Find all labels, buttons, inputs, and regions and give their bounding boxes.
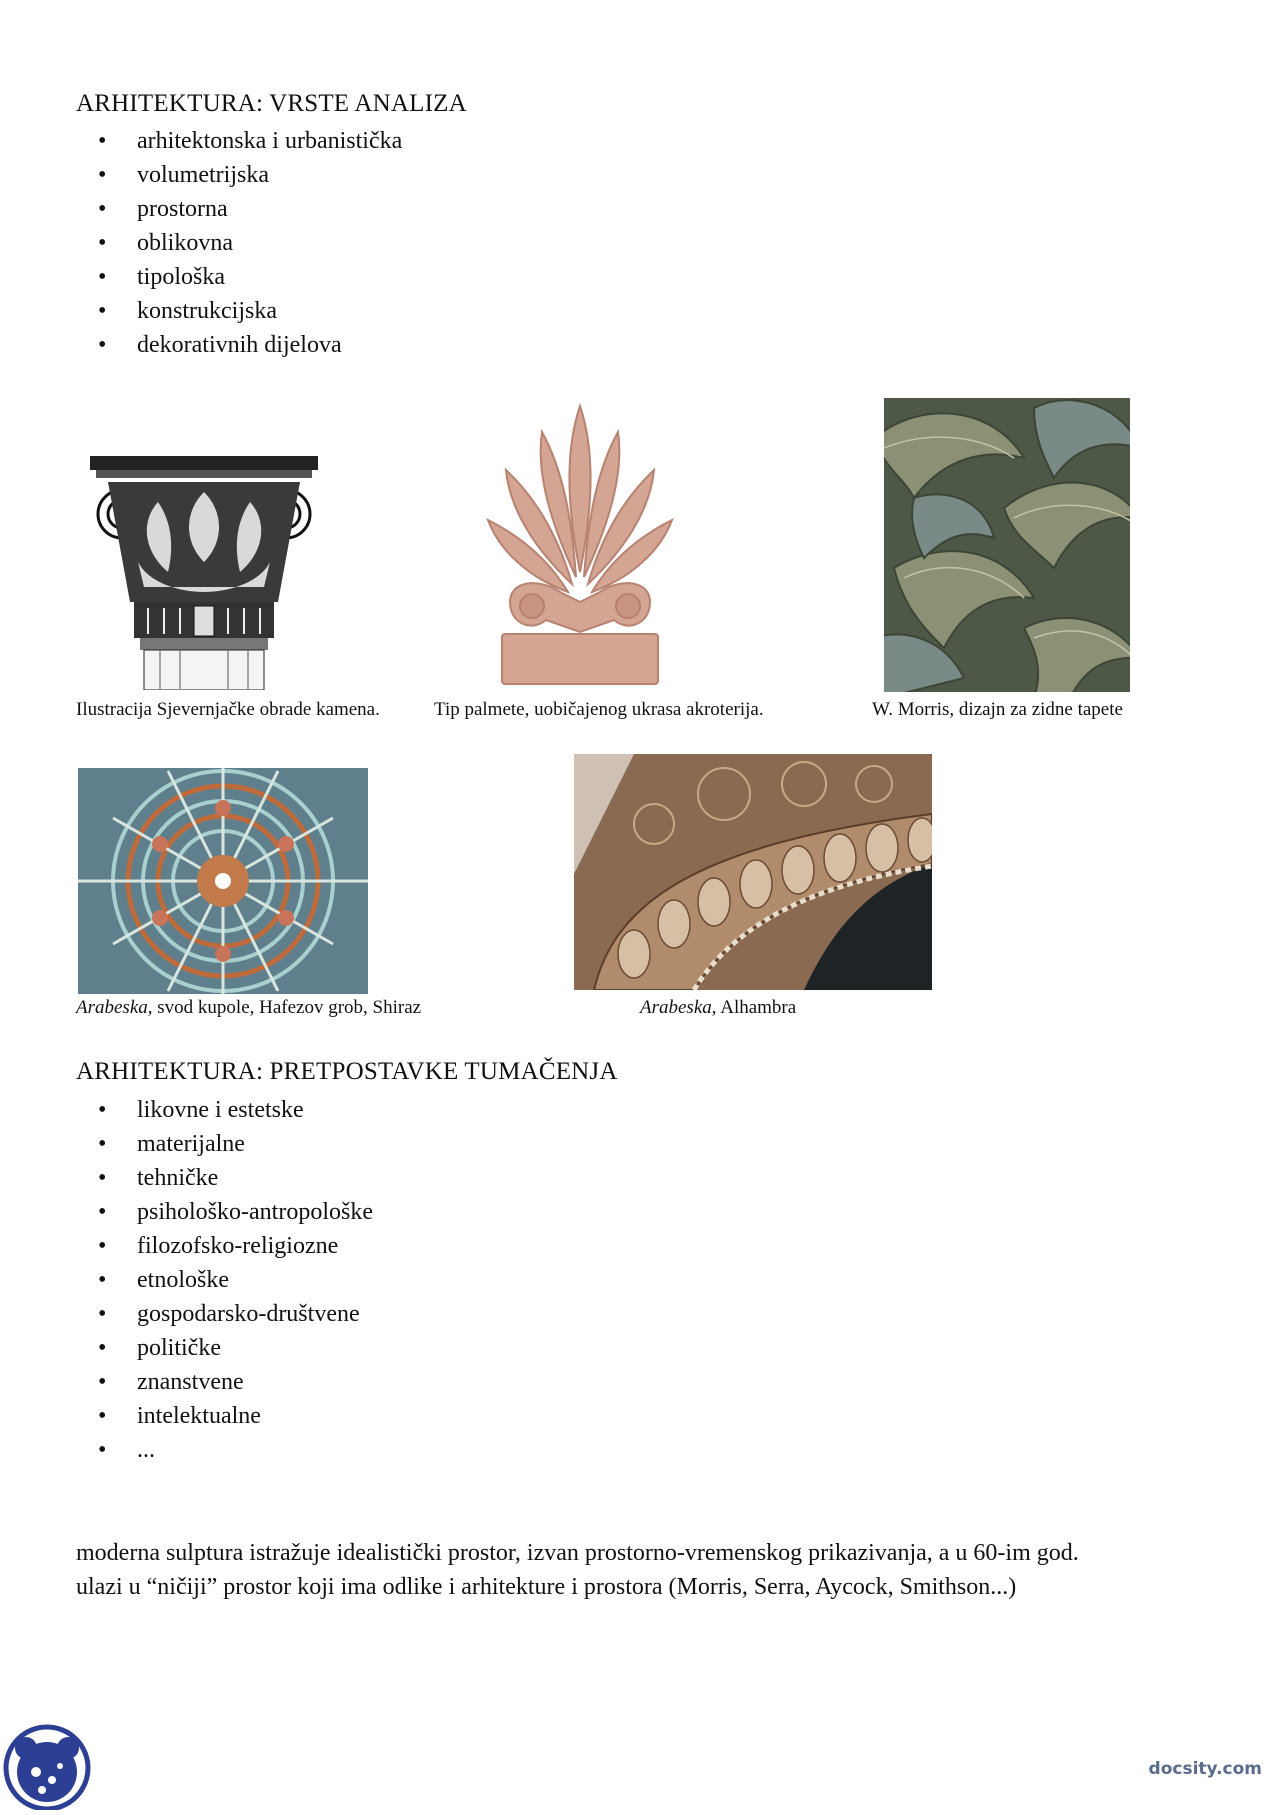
docsity-bear-logo-icon[interactable] (2, 1722, 92, 1810)
list-item: • tipološka (76, 260, 402, 294)
figure-morris-wallpaper (884, 398, 1130, 692)
list-item: • političke (76, 1331, 373, 1365)
bullet-icon: • (98, 1267, 107, 1293)
bullet-icon: • (98, 1233, 107, 1259)
list-item: • etnološke (76, 1263, 373, 1297)
bullet-icon: • (98, 1369, 107, 1395)
list-item: • intelektualne (76, 1399, 373, 1433)
caption-palmette: Tip palmete, uobičajenog ukrasa akroterija. (434, 699, 764, 720)
caption-capital: Ilustracija Sjevernjačke obrade kamena. (76, 699, 380, 720)
figure-shiraz-dome (78, 768, 368, 994)
list-item: • tehničke (76, 1161, 373, 1195)
bullet-icon: • (98, 1335, 107, 1361)
heading-pretpostavke-tumacenja: ARHITEKTURA: PRETPOSTAVKE TUMAČENJA (76, 1058, 618, 1085)
list-item: • arhitektonska i urbanistička (76, 124, 402, 158)
morris-wallpaper-image (884, 398, 1130, 692)
paragraph-line: ulazi u “ničiji” prostor koji ima odlike i arhitekture i prostora (Morris, Serra, Aycock, Smithson...) (76, 1574, 1017, 1600)
figure-capital-illustration (88, 452, 320, 690)
list-item: • materijalne (76, 1127, 373, 1161)
bullet-icon: • (98, 332, 107, 358)
list-item: • volumetrijska (76, 158, 402, 192)
shiraz-dome-image (78, 768, 368, 994)
capital-illustration-image (88, 452, 320, 690)
bullet-icon: • (98, 128, 107, 154)
bullet-icon: • (98, 1165, 107, 1191)
list-pretpostavke-tumacenja (76, 1093, 373, 1467)
figure-palmette (480, 402, 680, 690)
list-item: • dekorativnih dijelova (76, 328, 402, 362)
body-paragraph (76, 1536, 1256, 1604)
bullet-icon: • (98, 1097, 107, 1123)
list-item: • psihološko-antropološke (76, 1195, 373, 1229)
list-item: • gospodarsko-društvene (76, 1297, 373, 1331)
list-item: • likovne i estetske (76, 1093, 373, 1127)
bullet-icon: • (98, 1199, 107, 1225)
paragraph-line: moderna sulptura istražuje idealistički prostor, izvan prostorno-vremenskog prikazivanja, a u 60-im god. (76, 1540, 1079, 1566)
heading-vrste-analiza: ARHITEKTURA: VRSTE ANALIZA (76, 90, 467, 117)
caption-morris: W. Morris, dizajn za zidne tapete (872, 699, 1123, 720)
bullet-icon: • (98, 298, 107, 324)
figure-alhambra (574, 754, 932, 990)
bullet-icon: • (98, 230, 107, 256)
list-item: • prostorna (76, 192, 402, 226)
caption-alhambra: Arabeska, Alhambra (640, 997, 797, 1018)
bullet-icon: • (98, 162, 107, 188)
alhambra-image (574, 754, 932, 990)
list-item: • oblikovna (76, 226, 402, 260)
bullet-icon: • (98, 1131, 107, 1157)
bullet-icon: • (98, 1301, 107, 1327)
bullet-icon: • (98, 264, 107, 290)
bullet-icon: • (98, 196, 107, 222)
list-item: • znanstvene (76, 1365, 373, 1399)
bullet-icon: • (98, 1437, 107, 1463)
palmette-image (480, 402, 680, 690)
bullet-icon: • (98, 1403, 107, 1429)
docsity-watermark: docsity.com (1148, 1759, 1262, 1779)
list-item: • ... (76, 1433, 373, 1467)
list-item: • konstrukcijska (76, 294, 402, 328)
caption-shiraz: Arabeska, svod kupole, Hafezov grob, Shiraz (76, 997, 422, 1018)
docsity-bear-logo-icon (2, 1722, 92, 1810)
list-item: • filozofsko-religiozne (76, 1229, 373, 1263)
list-vrste-analiza (76, 124, 402, 362)
